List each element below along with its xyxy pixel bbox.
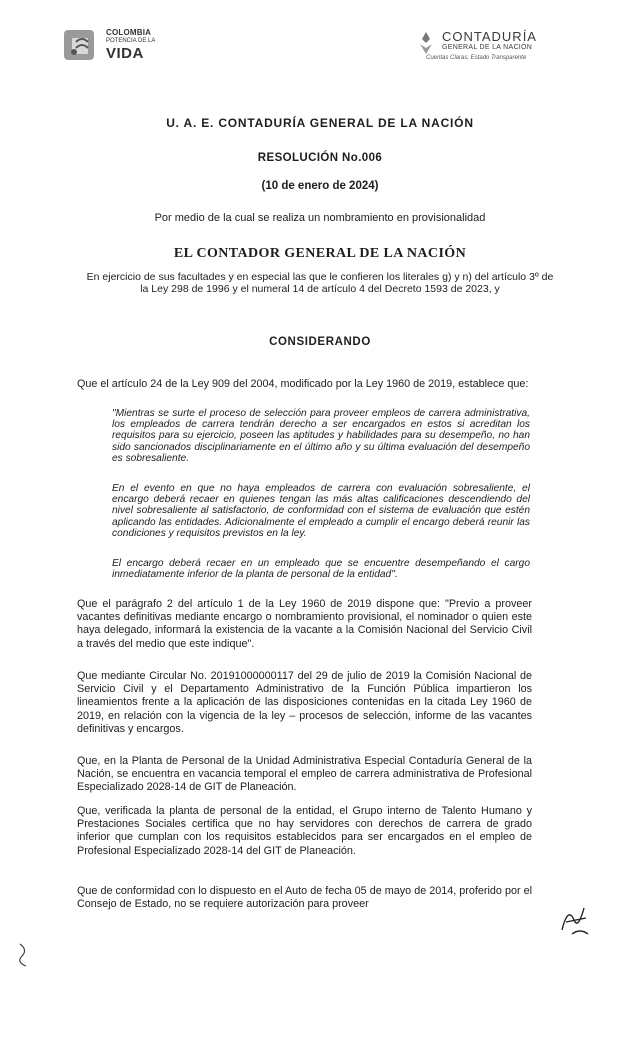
entity-heading: U. A. E. CONTADURÍA GENERAL DE LA NACIÓN <box>166 116 474 130</box>
left-logo-line1: COLOMBIA <box>106 28 152 37</box>
colombia-vida-emblem-icon <box>62 26 100 64</box>
right-logo-title: CONTADURÍA <box>442 29 537 44</box>
paragraph: Que de conformidad con lo dispuesto en el Auto de fecha 05 de mayo de 2014, proferido por el Consejo de Estado, no se requiere autorización para proveer <box>77 885 532 911</box>
resolution-number: RESOLUCIÓN No.006 <box>257 152 383 164</box>
quote-paragraph: "Mientras se surte el proceso de selección para proveer empleos de carrera administrativa, los empleados de carrera tendrán derecho a ser encargados en estos si acreditan los requisitos para su ejercicio, poseen las aptitudes y habilidades para su desempeño, no han sido sancionados disciplinariamente en el último año y su última evaluación del desempeño es sobresaliente. <box>112 408 530 464</box>
right-logo-subtitle: GENERAL DE LA NACIÓN <box>442 44 533 51</box>
paragraph: Que el parágrafo 2 del artículo 1 de la Ley 1960 de 2019 dispone que: "Previo a proveer vacantes definitivas mediante encargo o nombramiento provisional, el nominador o quien este haya delegado, informará la existencia de la vacante a la Comisión Nacional del Servicio Civil a través del medio que este indique". <box>77 598 532 650</box>
paragraph: Que mediante Circular No. 20191000000117 del 29 de julio de 2019 la Comisión Nacional de Servicio Civil y el Departamento Administrativo de la Función Pública impartieron los lineamientos frente a la aplicación de las disposiciones contenidas en la citada Ley 1960 de 2019, en relación con la vigencia de la ley – procesos de selección, informe de las vacantes definitivas y encargos. <box>77 670 532 735</box>
authority-heading: EL CONTADOR GENERAL DE LA NACIÓN <box>173 246 467 261</box>
paragraph: Que, verificada la planta de personal de la entidad, el Grupo interno de Talento Humano y Prestaciones Sociales certifica que no hay servidores con derechos de carrera de grado inferior que cumplan con los requisitos establecidos para ser encargados en el empleo de Profesional Especializado 2028-14 del GIT de Planeación. <box>77 805 532 857</box>
left-logo-line2: POTENCIA DE LA <box>106 38 156 44</box>
handwritten-margin-mark-icon <box>14 940 34 970</box>
quote-paragraph: El encargo deberá recaer en un empleado que se encuentre desempeñando el cargo inmediatamente inferior de la planta de personal de la entidad". <box>112 558 530 581</box>
resolution-subject: Por medio de la cual se realiza un nombramiento en provisionalidad <box>154 212 486 224</box>
handwritten-initials-icon <box>558 900 592 940</box>
colombia-vida-logo <box>62 24 182 68</box>
contaduria-logo <box>416 28 576 68</box>
paragraph: Que, en la Planta de Personal de la Unidad Administrativa Especial Contaduría General de la Nación, se encuentra en vacancia temporal el empleo de carrera administrativa de Profesional Especializado 2028-14 de GIT de Planeación. <box>77 755 532 794</box>
left-logo-line3: VIDA <box>106 45 144 62</box>
quote-paragraph: En el evento en que no haya empleados de carrera con evaluación sobresaliente, el encargo deberá recaer en quienes tengan las más altas calificaciones descendiendo del nivel sobresaliente al satisfactorio, de conformidad con el sistema de evaluación que estén aplicando las entidades. Adicionalmente el empleado a cumplir el encargo deberá reunir las condiciones y requisitos previstos en la ley. <box>112 483 530 539</box>
powers-statement: En ejercicio de sus facultades y en especial las que le confieren los literales g) y n) del artículo 3º de la Ley 298 de 1996 y el numeral 14 de artículo 4 del Decreto 1593 de 2023, y <box>86 271 554 295</box>
resolution-date: (10 de enero de 2024) <box>261 180 379 192</box>
contaduria-emblem-icon <box>416 30 436 56</box>
considering-heading: CONSIDERANDO <box>269 336 371 348</box>
right-logo-tagline: Cuentas Claras, Estado Transparente <box>426 55 527 61</box>
paragraph: Que el artículo 24 de la Ley 909 del 2004, modificado por la Ley 1960 de 2019, establece que: <box>77 378 529 390</box>
